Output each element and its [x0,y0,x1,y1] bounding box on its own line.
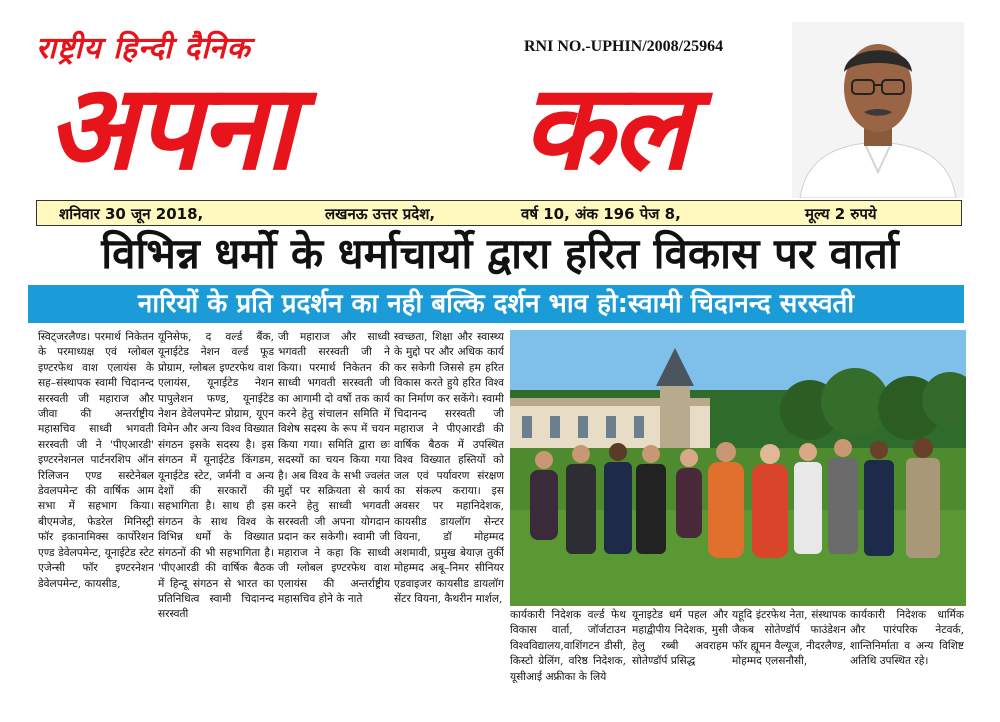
issue-number: वर्ष 10, अंक 196 पेज 8, [521,205,681,223]
article-bottom-4: कार्यकारी निदेशक धार्मिक और पारंपरिक नेटवर्क, शान्तिनिर्माता व अन्य विशिष्ट अतिथि उपस्थित रहे। [850,609,964,668]
article-bottom-3: यहूदि इंटरफेथ नेता, संस्थापक जैकब सोतेण्डॉर्प फाउंडेशन फॉर ह्यूमन वैल्यूज, नीदरलैण्ड, मोहम्मद एलसनौसी, [732,609,846,668]
group-photo [510,330,966,606]
issue-date: शनिवार 30 जून 2018, [59,205,204,223]
rni-number: RNI NO.-UPHIN/2008/25964 [524,38,724,55]
group-photo-illustration [510,330,966,606]
main-headline: विभिन्न धर्मो के धर्माचार्यो द्वारा हरित विकास पर वार्ता [101,229,899,278]
article-column-1: स्विट्जरलैण्ड। परमार्थ निकेतन के परमाध्यक्ष एवं ग्लोबल इण्टरफेथ वाश एलायंस के सह–संस्थापक स्वामी चिदानन्द सरस्वती जी महाराज और जीवा की अन्तर्राष्ट्रीय महासचिव साध्वी भगवती सरस्वती जी ने 'पीएआरडी' इण्टरनेशनल पार्टनरशिप ऑन रिलिजन एण्ड सस्टेनेबल डेवलपमेन्ट की वार्षिक आम सभा में सहभाग किया। बीएमजेड, फेडरेल मिनिस्ट्री फॉर इकानामिक्स कार्पोरेशन एण्ड डेवेलपमेन्ट, यूनाईटेड स्टेट एजेन्सी फॉर इण्टरनेशन डेवेलपमेन्ट, कायसीड, [38,331,154,590]
issue-place: लखनऊ उत्तर प्रदेश, [325,205,436,223]
article-bottom-2: यूनाइटेड धर्म पहल और महाद्वीपीय निदेशक, मुसी हेलु रब्बी अवराहम सोतेण्डॉर्प प्रसिद्ध [632,609,728,668]
subheadline: नारियों के प्रति प्रदर्शन का नही बल्कि दर्शन भाव हो:स्वामी चिदानन्द सरस्वती [137,289,855,319]
portrait-image [792,22,964,198]
newspaper-title-left: अपना [46,58,294,196]
issue-price: मूल्य 2 रुपये [805,205,877,223]
article-bottom-1: कार्यकारी निदेशक वर्ल्ड फेथ विकास वार्ता, जॉर्जटाउन विश्वविद्यालय,वाशिंगटन डीसी, किस्टो ग्रेलिंग, वरिष्ठ निदेशक, यूसीआई अफ्रीका के लिये [510,609,626,683]
subheadline-bar [28,285,964,323]
portrait-illustration [792,22,964,198]
article-column-4: स्वच्छता, शिक्षा और स्वास्थ्य के मुद्दो पर और अधिक कार्य कर सकेगी जिससे हम हरित विकास करते हुये हरित विश्व का निर्माण कर सकेंगे। स्वामी चिदानन्द सरस्वती जी महाराज ने पीएआरडी की वार्षिक बैठक में उपस्थित विश्व विख्यात हस्तियों को जल एवं पर्यावरण संरक्षण का संकल्प कराया। इस अवसर पर महानिदेशक, कायसीड डायलॉग सेन्टर वियना, डॉ मोहम्मद अशमावी, प्रमुख बेयाज़ तुर्की मोहम्मद अबू–निमर सीनियर एडवाइजर कायसीड डायलॉग सेंटर वियना, कैथरीन मार्शल, [394,331,504,605]
newspaper-tagline: राष्ट्रीय हिन्दी दैनिक [36,31,251,66]
article-column-2: यूनिसेफ, द वर्ल्ड बैंक, यूनाईटेड नेशन वर्ल्ड फूड प्रोग्राम, ग्लोबल इण्टरफेथ वाश एलायंस, यूनाईटेड नेशन पापुलेशन फण्ड, यूनाईटेड नेशन डेवेलपमेन्ट प्रोग्राम, यूएन विमेन और अन्य विश्व विख्यात संगठन इसके सदस्य है। इस संगठन में यूनाईटेड किंगडम, यूनाईटेड स्टेट, जर्मनी व अन्य देशों की सरकारों की सहभागिता है। साथ ही इस संगठन के साथ विश्व के विभिन्न धर्मो के विख्यात संगठनों की भी सहभागिता है। 'पीएआरडी की वार्षिक बैठक में हिन्दू संगठन से भारत का प्रतिनिधित्व स्वामी चिदानन्द सरस्वती [158,331,274,621]
issue-info-bar [36,200,962,226]
newspaper-title-right: कल [522,58,689,196]
article-column-3: जी महाराज और साध्वी भगवती सरस्वती जी ने किया। परमार्थ निकेतन की साध्वी भगवती सरस्वती जी का आगामी दो वर्षो तक कार्य करने हेतु संचालन समिति में विशेष सदस्य के रूप में चयन किया गया। समिति द्वारा छः सदस्यों का चयन किया गया है। अब विश्व के सभी ज्वलंत मुद्दों पर सक्रियता से कार्य करने हेतु साध्वी भगवती सरस्वती जी अपना योगदान प्रदान कर सकेगी। स्वामी जी महाराज ने कहा कि साध्वी जी ग्लोबल इण्टरफेथ वाश एलायंस की अन्तर्राष्ट्रीय महासचिव होने के नाते [278,331,390,605]
